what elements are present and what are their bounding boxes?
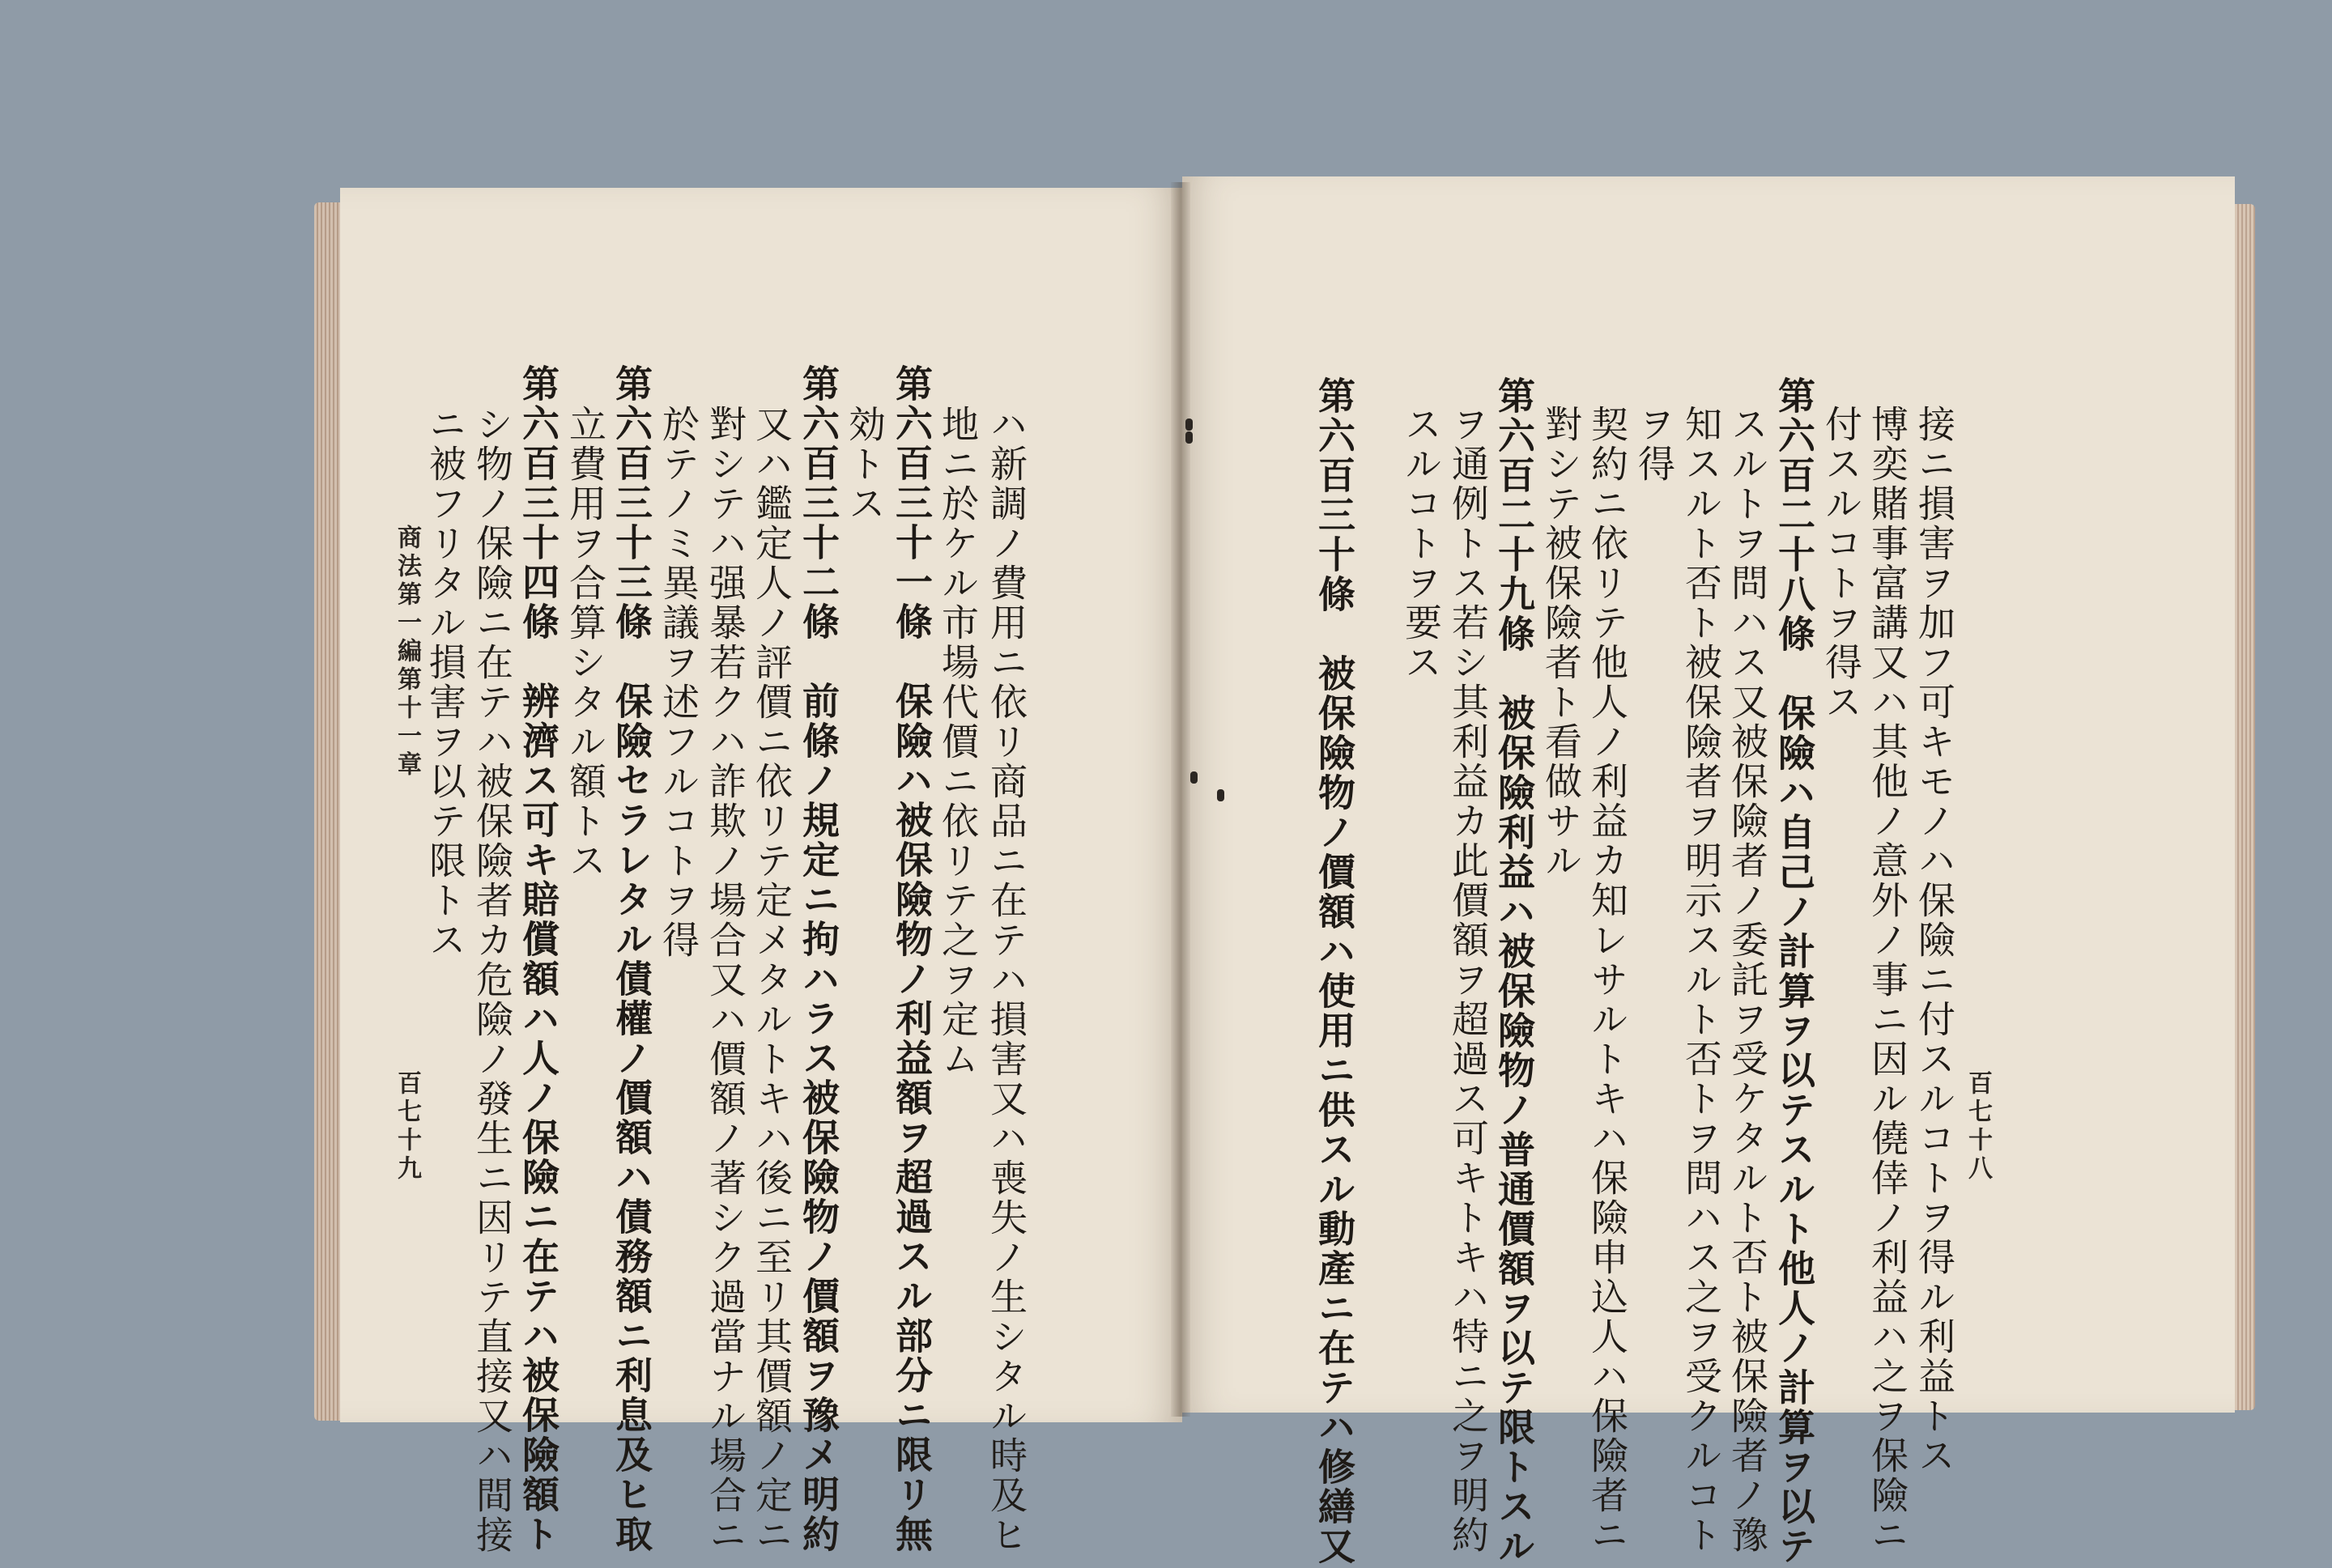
- binding-stitch: [1185, 431, 1193, 444]
- binding-stitch: [1190, 771, 1198, 784]
- binding-stitch: [1217, 789, 1224, 801]
- running-head: 商法第一編第十一章: [393, 525, 421, 780]
- article-heading-column: 第六百三十二條 前條ノ規定ニ拘ハラス被保險物ノ價額ヲ豫メ明約: [797, 364, 840, 1554]
- text-column: 知スルト否ト被保險者ヲ明示スルト否トヲ問ハス之ヲ受クルコト: [1679, 405, 1723, 1555]
- text-column: 効トス: [843, 405, 887, 524]
- page-number-left: 百七十九: [393, 1070, 421, 1183]
- article-heading-column: 第六百二十八條 保險ハ自己ノ計算ヲ以テスルト他人ノ計算ヲ以テ: [1772, 376, 1816, 1566]
- article-heading-column: 第六百三十三條 保險セラレタル債權ノ價額ハ債務額ニ利息及ヒ取: [610, 364, 653, 1554]
- text-column: スルコトヲ要ス: [1399, 405, 1443, 682]
- text-column: ハ新調ノ費用ニ依リ商品ニ在テハ損害又ハ喪失ノ生シタル時及ヒ: [985, 405, 1028, 1555]
- text-column: 對シテハ强暴若クハ詐欺ノ場合又ハ價額ノ著シク過當ナル場合ニ: [704, 405, 747, 1555]
- book-gutter: [1171, 182, 1190, 1417]
- text-column: 博奕賭事富講又ハ其他ノ意外ノ事ニ因ル僥倖ノ利益ハ之ヲ保險ニ: [1866, 405, 1909, 1555]
- text-column: 付スルコトヲ得ス: [1819, 405, 1863, 722]
- text-column: シ物ノ保險ニ在テハ被保險者カ危險ノ發生ニ因リテ直接又ハ間接: [470, 405, 514, 1555]
- text-column: スルトヲ問ハス又被保險者ノ委託ヲ受ケタルト否ト被保險者ノ豫: [1726, 405, 1769, 1555]
- text-column: ニ被フリタル損害ヲ以テ限トス: [423, 405, 467, 960]
- text-column: ヲ得: [1632, 405, 1676, 484]
- article-heading-column: 第六百三十條 被保險物ノ價額ハ使用ニ供スル動產ニ在テハ修繕又: [1313, 376, 1356, 1566]
- binding-stitch: [1185, 419, 1193, 431]
- text-column: 契約ニ依リテ他人ノ利益カ知レサルトキハ保險申込人ハ保險者ニ: [1585, 405, 1629, 1555]
- article-heading-column: 第六百三十四條 辨濟ス可キ賠償額ハ人ノ保險ニ在テハ被保險額ト: [517, 364, 560, 1554]
- article-heading-column: 第六百三十一條 保險ハ被保險物ノ利益額ヲ超過スル部分ニ限リ無: [890, 364, 934, 1554]
- page-number-right: 百七十八: [1964, 1070, 1992, 1183]
- text-column: 接ニ損害ヲ加フ可キモノハ保險ニ付スルコトヲ得ル利益トス: [1913, 405, 1956, 1476]
- text-column: 地ニ於ケル市場代價ニ依リテ之ヲ定ム: [936, 405, 980, 1079]
- text-column: ヲ通例トス若シ其利益カ此價額ヲ超過ス可キトキハ特ニ之ヲ明約: [1446, 405, 1490, 1555]
- article-heading-column: 第六百二十九條 被保險利益ハ被保險物ノ普通價額ヲ以テ限トスル: [1492, 376, 1536, 1566]
- text-column: 立費用ヲ合算シタル額トス: [564, 405, 607, 881]
- text-column: 於テノミ異議ヲ述フルコトヲ得: [657, 405, 700, 960]
- text-column: 對シテ被保險者ト看做サル: [1539, 405, 1583, 881]
- text-column: 又ハ鑑定人ノ評價ニ依リテ定メタルトキハ後ニ至リ其價額ノ定ニ: [750, 405, 794, 1555]
